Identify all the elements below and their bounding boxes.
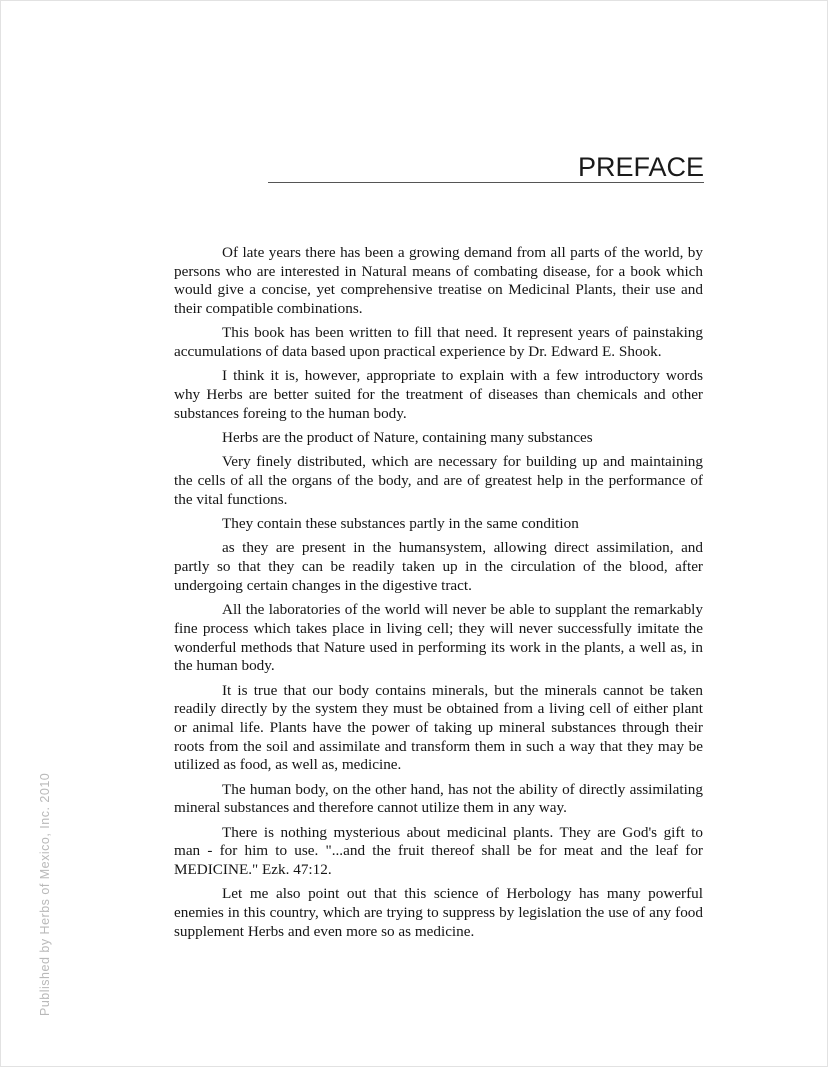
paragraph: Herbs are the product of Nature, containing many substances bbox=[222, 429, 593, 447]
paragraph: Of late years there has been a growing demand from all parts of the world, by persons who are interested in Natural means of combating disease, for a book which would give a concise, yet comprehensive treatise on Medicinal Plants, their use and their compatible combinations. bbox=[174, 244, 703, 318]
paragraph: Very finely distributed, which are necessary for building up and maintaining the cells of all the organs of the body, and are of greatest help in the performance of the vital functions. bbox=[174, 453, 703, 508]
paragraph: I think it is, however, appropriate to explain with a few introductory words why Herbs are better suited for the treatment of diseases than chemicals and other substances foreing to the human body. bbox=[174, 367, 703, 422]
paragraph: All the laboratories of the world will never be able to supplant the remarkably fine process which takes place in living cell; they will never successfully imitate the wonderful methods that Nature used in performing its work in the plants, a well as, in the human body. bbox=[174, 601, 703, 675]
paragraph: Let me also point out that this science of Herbology has many powerful enemies in this country, which are trying to suppress by legislation the use of any food supplement Herbs and even more so as medicine. bbox=[174, 885, 703, 940]
paragraph: This book has been written to fill that need. It represent years of painstaking accumulations of data based upon practical experience by Dr. Edward E. Shook. bbox=[174, 324, 703, 361]
page-title: PREFACE bbox=[577, 152, 704, 182]
title-underline bbox=[268, 182, 704, 183]
paragraph: They contain these substances partly in the same condition bbox=[222, 515, 579, 533]
paragraph: The human body, on the other hand, has not the ability of directly assimilating mineral substances and therefore cannot utilize them in any way. bbox=[174, 780, 703, 817]
paragraph: as they are present in the humansystem, allowing direct assimilation, and partly so that they can be readily taken up in the circulation of the blood, after undergoing certain changes in the digestive tract. bbox=[174, 539, 703, 594]
paragraph: It is true that our body contains minerals, but the minerals cannot be taken readily directly by the system they must be obtained from a living cell of either plant or animal life. Plants have the power of taking up mineral substances through their roots from the soil and assimilate and transform them in such a way that they may be utilized as food, as well as, medicine. bbox=[174, 681, 703, 774]
paragraph: There is nothing mysterious about medicinal plants. They are God's gift to man - for him to use. "...and the fruit thereof shall be for meat and the leaf for MEDICINE." Ezk. 47:12. bbox=[174, 823, 703, 879]
preface-body bbox=[174, 244, 703, 947]
publisher-note: Published by Herbs of Mexico, Inc. 2010 bbox=[38, 772, 52, 1016]
